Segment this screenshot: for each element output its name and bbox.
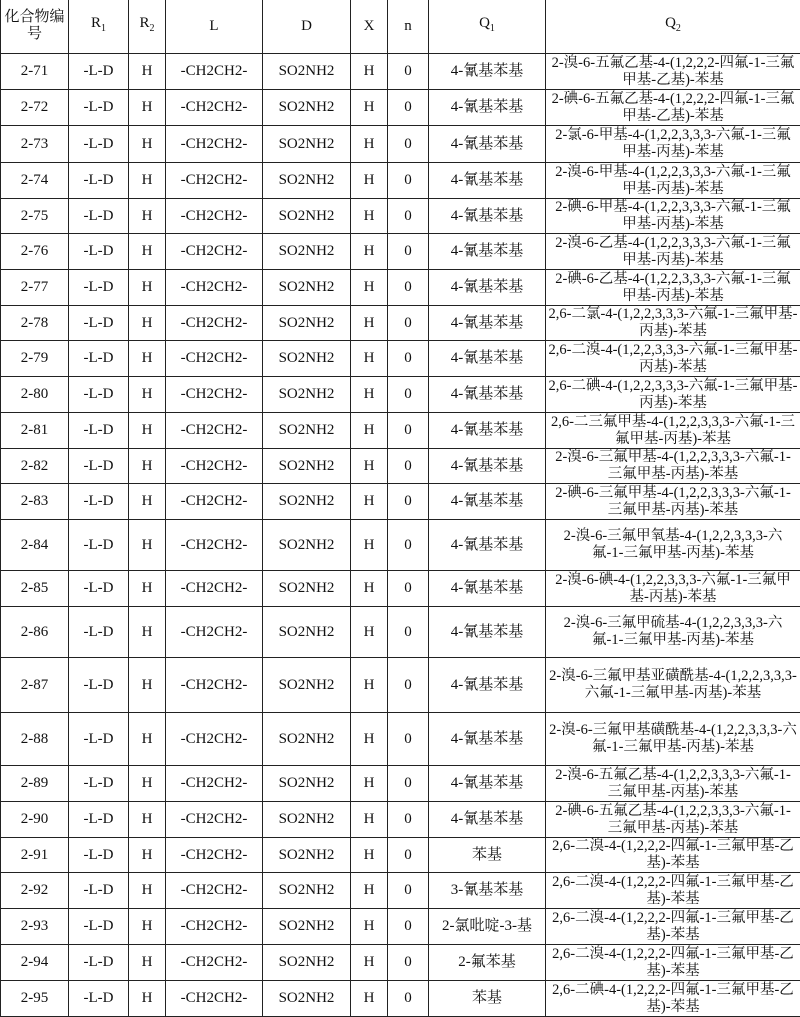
cell-l: -CH2CH2- (166, 270, 263, 306)
cell-r1: -L-D (69, 341, 129, 377)
cell-n: 0 (388, 802, 429, 838)
cell-l: -CH2CH2- (166, 838, 263, 873)
table-row (1, 341, 800, 377)
table-row (1, 54, 800, 90)
cell-n: 0 (388, 658, 429, 713)
cell-n: 0 (388, 54, 429, 90)
cell-q2: 2,6-二溴-4-(1,2,2,2-四氟-1-三氟甲基-乙基)-苯基 (546, 838, 800, 873)
cell-r1: -L-D (69, 766, 129, 802)
cell-q1: 4-氰基苯基 (429, 199, 546, 234)
cell-q1: 4-氰基苯基 (429, 484, 546, 520)
cell-q1: 3-氰基苯基 (429, 873, 546, 909)
cell-l: -CH2CH2- (166, 377, 263, 413)
cell-id: 2-87 (1, 658, 69, 713)
cell-r1: -L-D (69, 484, 129, 520)
cell-id: 2-84 (1, 520, 69, 571)
cell-n: 0 (388, 713, 429, 766)
table-row (1, 377, 800, 413)
cell-id: 2-82 (1, 449, 69, 484)
cell-r1: -L-D (69, 377, 129, 413)
cell-x: H (351, 981, 388, 1017)
cell-r1: -L-D (69, 571, 129, 607)
cell-l: -CH2CH2- (166, 163, 263, 199)
cell-r1: -L-D (69, 449, 129, 484)
cell-q2: 2-溴-6-三氟甲基-4-(1,2,2,3,3,3-六氟-1-三氟甲基-丙基)-苯基 (546, 449, 800, 484)
cell-r2: H (129, 909, 166, 945)
cell-q2: 2-碘-6-五氟乙基-4-(1,2,2,3,3,3-六氟-1-三氟甲基-丙基)-苯基 (546, 802, 800, 838)
cell-d: SO2NH2 (263, 306, 351, 341)
cell-q1: 4-氰基苯基 (429, 163, 546, 199)
cell-x: H (351, 377, 388, 413)
cell-n: 0 (388, 909, 429, 945)
cell-x: H (351, 163, 388, 199)
cell-q1: 4-氰基苯基 (429, 449, 546, 484)
cell-id: 2-83 (1, 484, 69, 520)
cell-id: 2-88 (1, 713, 69, 766)
cell-l: -CH2CH2- (166, 607, 263, 658)
cell-r2: H (129, 981, 166, 1017)
table-row (1, 234, 800, 270)
cell-d: SO2NH2 (263, 658, 351, 713)
cell-id: 2-71 (1, 54, 69, 90)
cell-d: SO2NH2 (263, 713, 351, 766)
cell-r2: H (129, 713, 166, 766)
cell-r1: -L-D (69, 54, 129, 90)
cell-x: H (351, 413, 388, 449)
cell-id: 2-95 (1, 981, 69, 1017)
cell-r2: H (129, 873, 166, 909)
cell-q2: 2-碘-6-三氟甲基-4-(1,2,2,3,3,3-六氟-1-三氟甲基-丙基)-苯基 (546, 484, 800, 520)
cell-l: -CH2CH2- (166, 449, 263, 484)
cell-q2: 2,6-二三氟甲基-4-(1,2,2,3,3,3-六氟-1-三氟甲基-丙基)-苯基 (546, 413, 800, 449)
cell-r1: -L-D (69, 945, 129, 981)
cell-q2: 2-溴-6-三氟甲基磺酰基-4-(1,2,2,3,3,3-六氟-1-三氟甲基-丙基)-苯基 (546, 713, 800, 766)
cell-id: 2-92 (1, 873, 69, 909)
cell-x: H (351, 126, 388, 163)
cell-q1: 4-氰基苯基 (429, 270, 546, 306)
cell-d: SO2NH2 (263, 449, 351, 484)
cell-l: -CH2CH2- (166, 90, 263, 126)
cell-q1: 4-氰基苯基 (429, 341, 546, 377)
cell-r1: -L-D (69, 306, 129, 341)
cell-d: SO2NH2 (263, 571, 351, 607)
cell-id: 2-72 (1, 90, 69, 126)
cell-q1: 4-氰基苯基 (429, 234, 546, 270)
cell-r1: -L-D (69, 909, 129, 945)
cell-q2: 2-溴-6-甲基-4-(1,2,2,3,3,3-六氟-1-三氟甲基-丙基)-苯基 (546, 163, 800, 199)
cell-x: H (351, 199, 388, 234)
header-q1: Q1 (429, 0, 546, 54)
cell-n: 0 (388, 126, 429, 163)
header-row (1, 0, 800, 54)
cell-l: -CH2CH2- (166, 571, 263, 607)
cell-r1: -L-D (69, 90, 129, 126)
cell-q2: 2-溴-6-三氟甲氧基-4-(1,2,2,3,3,3-六氟-1-三氟甲基-丙基)-苯基 (546, 520, 800, 571)
cell-q1: 2-氯吡啶-3-基 (429, 909, 546, 945)
cell-r2: H (129, 658, 166, 713)
cell-n: 0 (388, 341, 429, 377)
table-row (1, 802, 800, 838)
cell-r2: H (129, 126, 166, 163)
cell-l: -CH2CH2- (166, 199, 263, 234)
cell-d: SO2NH2 (263, 90, 351, 126)
cell-r1: -L-D (69, 981, 129, 1017)
cell-q1: 4-氰基苯基 (429, 413, 546, 449)
cell-r1: -L-D (69, 163, 129, 199)
cell-n: 0 (388, 484, 429, 520)
table-row (1, 981, 800, 1017)
cell-x: H (351, 945, 388, 981)
cell-r2: H (129, 234, 166, 270)
cell-r2: H (129, 90, 166, 126)
cell-n: 0 (388, 520, 429, 571)
cell-l: -CH2CH2- (166, 945, 263, 981)
cell-d: SO2NH2 (263, 484, 351, 520)
header-q2: Q2 (546, 0, 800, 54)
cell-l: -CH2CH2- (166, 520, 263, 571)
cell-l: -CH2CH2- (166, 126, 263, 163)
table-row (1, 163, 800, 199)
cell-n: 0 (388, 199, 429, 234)
cell-r2: H (129, 607, 166, 658)
cell-q1: 4-氰基苯基 (429, 306, 546, 341)
cell-l: -CH2CH2- (166, 766, 263, 802)
cell-n: 0 (388, 571, 429, 607)
table-row (1, 520, 800, 571)
cell-x: H (351, 306, 388, 341)
cell-q2: 2-溴-6-三氟甲硫基-4-(1,2,2,3,3,3-六氟-1-三氟甲基-丙基)-苯基 (546, 607, 800, 658)
cell-r1: -L-D (69, 126, 129, 163)
cell-d: SO2NH2 (263, 270, 351, 306)
cell-x: H (351, 838, 388, 873)
header-x: X (351, 0, 388, 54)
cell-l: -CH2CH2- (166, 341, 263, 377)
cell-r1: -L-D (69, 199, 129, 234)
cell-x: H (351, 713, 388, 766)
cell-r1: -L-D (69, 873, 129, 909)
cell-id: 2-94 (1, 945, 69, 981)
compound-table (0, 0, 800, 1017)
cell-id: 2-91 (1, 838, 69, 873)
cell-q2: 2-溴-6-碘-4-(1,2,2,3,3,3-六氟-1-三氟甲基-丙基)-苯基 (546, 571, 800, 607)
header-d: D (263, 0, 351, 54)
cell-q1: 4-氰基苯基 (429, 377, 546, 413)
cell-r1: -L-D (69, 838, 129, 873)
cell-r2: H (129, 341, 166, 377)
cell-r1: -L-D (69, 658, 129, 713)
cell-n: 0 (388, 873, 429, 909)
cell-d: SO2NH2 (263, 873, 351, 909)
cell-id: 2-80 (1, 377, 69, 413)
cell-x: H (351, 802, 388, 838)
cell-q1: 4-氰基苯基 (429, 126, 546, 163)
cell-r2: H (129, 54, 166, 90)
cell-r2: H (129, 520, 166, 571)
cell-r2: H (129, 163, 166, 199)
cell-n: 0 (388, 981, 429, 1017)
cell-d: SO2NH2 (263, 54, 351, 90)
cell-r1: -L-D (69, 713, 129, 766)
cell-r1: -L-D (69, 607, 129, 658)
table-row (1, 413, 800, 449)
cell-d: SO2NH2 (263, 607, 351, 658)
header-r2: R2 (129, 0, 166, 54)
cell-q2: 2,6-二溴-4-(1,2,2,2-四氟-1-三氟甲基-乙基)-苯基 (546, 873, 800, 909)
cell-id: 2-85 (1, 571, 69, 607)
cell-id: 2-75 (1, 199, 69, 234)
cell-d: SO2NH2 (263, 341, 351, 377)
cell-l: -CH2CH2- (166, 658, 263, 713)
cell-x: H (351, 54, 388, 90)
cell-n: 0 (388, 607, 429, 658)
cell-q2: 2-溴-6-乙基-4-(1,2,2,3,3,3-六氟-1-三氟甲基-丙基)-苯基 (546, 234, 800, 270)
cell-id: 2-74 (1, 163, 69, 199)
cell-r2: H (129, 571, 166, 607)
header-r1: R1 (69, 0, 129, 54)
cell-q1: 4-氰基苯基 (429, 90, 546, 126)
cell-id: 2-77 (1, 270, 69, 306)
cell-l: -CH2CH2- (166, 909, 263, 945)
cell-r2: H (129, 449, 166, 484)
cell-x: H (351, 270, 388, 306)
cell-q1: 4-氰基苯基 (429, 607, 546, 658)
cell-d: SO2NH2 (263, 945, 351, 981)
cell-d: SO2NH2 (263, 520, 351, 571)
cell-n: 0 (388, 163, 429, 199)
cell-d: SO2NH2 (263, 234, 351, 270)
cell-l: -CH2CH2- (166, 484, 263, 520)
cell-id: 2-81 (1, 413, 69, 449)
cell-r2: H (129, 945, 166, 981)
cell-id: 2-90 (1, 802, 69, 838)
cell-n: 0 (388, 766, 429, 802)
cell-l: -CH2CH2- (166, 306, 263, 341)
cell-q1: 苯基 (429, 838, 546, 873)
cell-x: H (351, 658, 388, 713)
cell-n: 0 (388, 449, 429, 484)
cell-r2: H (129, 484, 166, 520)
cell-l: -CH2CH2- (166, 802, 263, 838)
cell-r2: H (129, 766, 166, 802)
cell-q1: 4-氰基苯基 (429, 520, 546, 571)
header-n: n (388, 0, 429, 54)
cell-r1: -L-D (69, 802, 129, 838)
cell-r2: H (129, 802, 166, 838)
table-row (1, 945, 800, 981)
header-l: L (166, 0, 263, 54)
cell-q1: 4-氰基苯基 (429, 713, 546, 766)
cell-x: H (351, 873, 388, 909)
cell-q2: 2,6-二氯-4-(1,2,2,3,3,3-六氟-1-三氟甲基-丙基)-苯基 (546, 306, 800, 341)
table-row (1, 306, 800, 341)
cell-r1: -L-D (69, 234, 129, 270)
table-row (1, 484, 800, 520)
cell-id: 2-78 (1, 306, 69, 341)
cell-n: 0 (388, 838, 429, 873)
cell-x: H (351, 607, 388, 658)
cell-id: 2-76 (1, 234, 69, 270)
cell-d: SO2NH2 (263, 199, 351, 234)
cell-l: -CH2CH2- (166, 234, 263, 270)
cell-id: 2-79 (1, 341, 69, 377)
cell-r2: H (129, 306, 166, 341)
cell-d: SO2NH2 (263, 126, 351, 163)
cell-r2: H (129, 199, 166, 234)
cell-l: -CH2CH2- (166, 713, 263, 766)
cell-d: SO2NH2 (263, 766, 351, 802)
cell-id: 2-89 (1, 766, 69, 802)
cell-id: 2-93 (1, 909, 69, 945)
table-row (1, 766, 800, 802)
table-row (1, 199, 800, 234)
cell-q2: 2,6-二溴-4-(1,2,2,2-四氟-1-三氟甲基-乙基)-苯基 (546, 909, 800, 945)
table-row (1, 571, 800, 607)
cell-q2: 2,6-二溴-4-(1,2,2,2-四氟-1-三氟甲基-乙基)-苯基 (546, 945, 800, 981)
cell-d: SO2NH2 (263, 981, 351, 1017)
cell-n: 0 (388, 413, 429, 449)
cell-x: H (351, 341, 388, 377)
table-row (1, 658, 800, 713)
cell-x: H (351, 90, 388, 126)
cell-x: H (351, 449, 388, 484)
cell-q1: 4-氰基苯基 (429, 658, 546, 713)
table-row (1, 713, 800, 766)
table-row (1, 909, 800, 945)
cell-d: SO2NH2 (263, 802, 351, 838)
cell-x: H (351, 909, 388, 945)
cell-n: 0 (388, 270, 429, 306)
cell-r2: H (129, 377, 166, 413)
cell-r2: H (129, 838, 166, 873)
cell-n: 0 (388, 90, 429, 126)
cell-x: H (351, 234, 388, 270)
cell-q1: 4-氰基苯基 (429, 802, 546, 838)
cell-q2: 2-溴-6-五氟乙基-4-(1,2,2,3,3,3-六氟-1-三氟甲基-丙基)-苯基 (546, 766, 800, 802)
table-row (1, 838, 800, 873)
cell-r1: -L-D (69, 413, 129, 449)
cell-d: SO2NH2 (263, 909, 351, 945)
header-compound: 化合物编号 (1, 0, 69, 54)
table-row (1, 449, 800, 484)
cell-r1: -L-D (69, 520, 129, 571)
cell-d: SO2NH2 (263, 377, 351, 413)
cell-d: SO2NH2 (263, 163, 351, 199)
cell-x: H (351, 766, 388, 802)
cell-l: -CH2CH2- (166, 981, 263, 1017)
cell-l: -CH2CH2- (166, 54, 263, 90)
cell-id: 2-86 (1, 607, 69, 658)
cell-q2: 2-溴-6-五氟乙基-4-(1,2,2,2-四氟-1-三氟甲基-乙基)-苯基 (546, 54, 800, 90)
cell-q1: 4-氰基苯基 (429, 54, 546, 90)
cell-r2: H (129, 270, 166, 306)
cell-q2: 2,6-二溴-4-(1,2,2,3,3,3-六氟-1-三氟甲基-丙基)-苯基 (546, 341, 800, 377)
cell-q2: 2-溴-6-三氟甲基亚磺酰基-4-(1,2,2,3,3,3-六氟-1-三氟甲基-丙基)-苯基 (546, 658, 800, 713)
cell-n: 0 (388, 377, 429, 413)
cell-q2: 2,6-二碘-4-(1,2,2,2-四氟-1-三氟甲基-乙基)-苯基 (546, 981, 800, 1017)
cell-x: H (351, 571, 388, 607)
cell-q2: 2-碘-6-乙基-4-(1,2,2,3,3,3-六氟-1-三氟甲基-丙基)-苯基 (546, 270, 800, 306)
cell-r2: H (129, 413, 166, 449)
cell-q1: 苯基 (429, 981, 546, 1017)
table-row (1, 873, 800, 909)
cell-x: H (351, 484, 388, 520)
cell-q2: 2-氯-6-甲基-4-(1,2,2,3,3,3-六氟-1-三氟甲基-丙基)-苯基 (546, 126, 800, 163)
cell-d: SO2NH2 (263, 413, 351, 449)
cell-n: 0 (388, 945, 429, 981)
cell-q2: 2,6-二碘-4-(1,2,2,3,3,3-六氟-1-三氟甲基-丙基)-苯基 (546, 377, 800, 413)
cell-q1: 4-氰基苯基 (429, 766, 546, 802)
table-row (1, 90, 800, 126)
cell-q1: 4-氰基苯基 (429, 571, 546, 607)
cell-d: SO2NH2 (263, 838, 351, 873)
cell-l: -CH2CH2- (166, 873, 263, 909)
table-row (1, 270, 800, 306)
cell-n: 0 (388, 306, 429, 341)
cell-l: -CH2CH2- (166, 413, 263, 449)
cell-q1: 2-氟苯基 (429, 945, 546, 981)
cell-n: 0 (388, 234, 429, 270)
cell-q2: 2-碘-6-甲基-4-(1,2,2,3,3,3-六氟-1-三氟甲基-丙基)-苯基 (546, 199, 800, 234)
table-row (1, 607, 800, 658)
cell-r1: -L-D (69, 270, 129, 306)
cell-id: 2-73 (1, 126, 69, 163)
cell-q2: 2-碘-6-五氟乙基-4-(1,2,2,2-四氟-1-三氟甲基-乙基)-苯基 (546, 90, 800, 126)
cell-x: H (351, 520, 388, 571)
table-row (1, 126, 800, 163)
